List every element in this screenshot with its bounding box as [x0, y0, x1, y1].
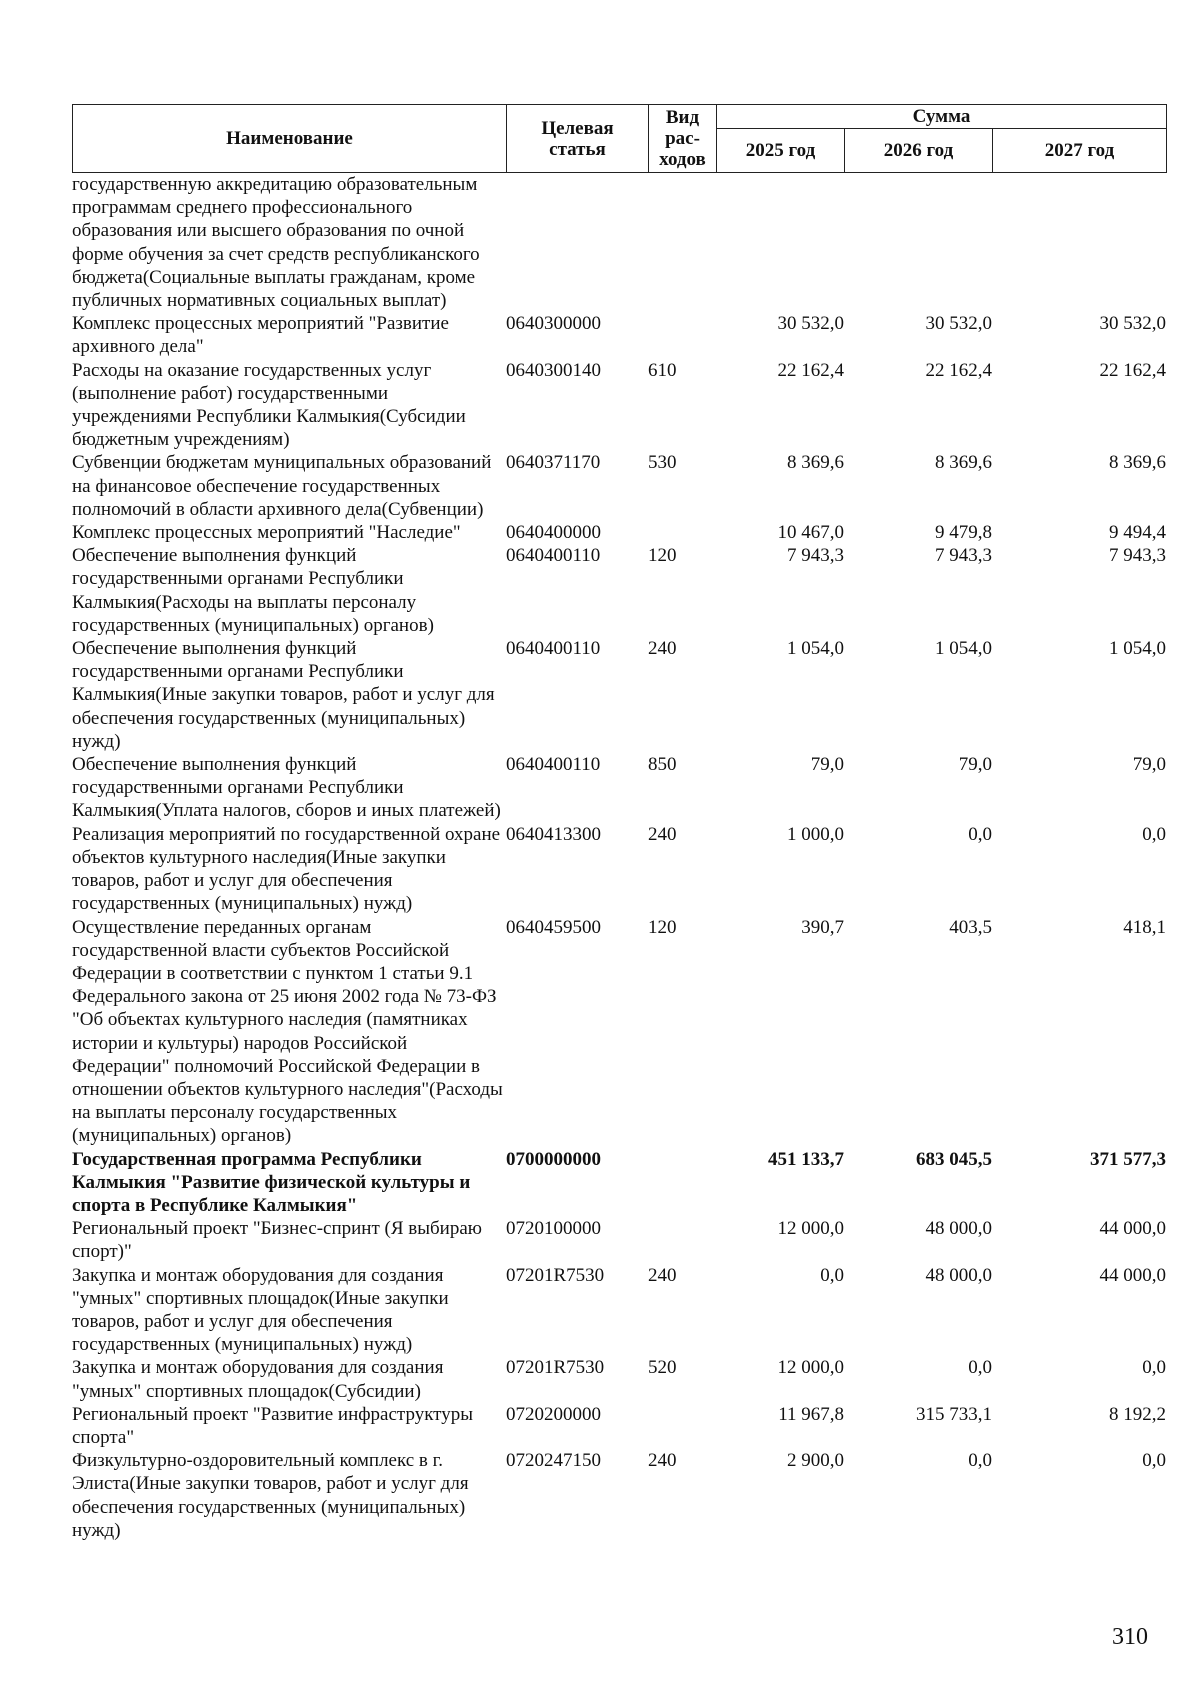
row-amount-2027: 79,0 — [1132, 754, 1166, 776]
row-amount-2026: 79,0 — [958, 754, 992, 776]
row-amount-2026: 0,0 — [968, 823, 992, 845]
header-year-2025: 2025 год — [717, 129, 845, 173]
table-row — [72, 1403, 1166, 1449]
header-name: Наименование — [73, 105, 507, 173]
row-target-article: 0640300000 — [506, 313, 601, 335]
row-amount-2025: 10 467,0 — [777, 522, 844, 544]
table-header — [72, 104, 1167, 173]
row-amount-2027: 30 532,0 — [1099, 313, 1166, 335]
table-row — [72, 823, 1166, 916]
row-amount-2027: 0,0 — [1142, 1450, 1166, 1472]
row-expense-type — [648, 1403, 716, 1449]
row-amount-2025: 12 000,0 — [777, 1357, 844, 1379]
row-expense-type: 240 — [648, 638, 677, 660]
row-amount-2026: 315 733,1 — [916, 1403, 992, 1425]
row-amount-2025: 79,0 — [810, 754, 844, 776]
row-expense-type: 610 — [648, 359, 677, 381]
row-name: Государственная программа Республики Калмыкия "Развитие физической культуры и спорта в Республике Калмыкия" — [72, 1148, 471, 1216]
row-target-article: 0700000000 — [506, 1148, 601, 1170]
row-name: государственную аккредитацию образовательным программам среднего профессионального образования или высшего образования по очной форме обучения за счет средств республиканского бюджета(Социальные выплаты гражданам, кроме публичных нормативных социальных выплат) — [72, 174, 480, 312]
row-amount-2026: 7 943,3 — [935, 545, 992, 567]
row-name: Обеспечение выполнения функций государственными органами Республики Калмыкия(Расходы на выплаты персоналу государственных (муниципальных) органов) — [72, 545, 434, 636]
row-amount-2027: 9 494,4 — [1109, 522, 1166, 544]
row-amount-2027: 7 943,3 — [1109, 545, 1166, 567]
row-amount-2025: 12 000,0 — [777, 1218, 844, 1240]
row-amount-2026: 48 000,0 — [925, 1264, 992, 1286]
row-amount-2025 — [716, 173, 844, 312]
table-row — [72, 1356, 1166, 1402]
row-expense-type: 530 — [648, 452, 677, 474]
row-amount-2025: 1 054,0 — [787, 638, 844, 660]
row-name: Региональный проект "Бизнес-спринт (Я выбираю спорт)" — [72, 1218, 482, 1263]
row-amount-2027: 371 577,3 — [1090, 1148, 1166, 1170]
row-amount-2026: 1 054,0 — [935, 638, 992, 660]
table-row — [72, 916, 1166, 1148]
header-sum: Сумма — [717, 105, 1167, 129]
row-amount-2025: 7 943,3 — [787, 545, 844, 567]
row-target-article: 0640400110 — [506, 754, 601, 776]
page-number: 310 — [1112, 1624, 1148, 1650]
header-expense-type-line2: рас- — [665, 128, 700, 149]
row-target-article: 0720100000 — [506, 1218, 601, 1240]
row-target-article: 07201R7530 — [506, 1264, 605, 1286]
table-row — [72, 451, 1166, 521]
row-amount-2027: 0,0 — [1142, 1357, 1166, 1379]
row-name: Закупка и монтаж оборудования для создания "умных" спортивных площадок(Субсидии) — [72, 1357, 444, 1402]
row-name: Обеспечение выполнения функций государственными органами Республики Калмыкия(Иные закупки товаров, работ и услуг для обеспечения государственных (муниципальных) нужд) — [72, 638, 495, 752]
row-expense-type — [648, 1217, 716, 1263]
row-target-article: 0720200000 — [506, 1403, 601, 1425]
row-name: Комплекс процессных мероприятий "Наследие" — [72, 522, 461, 544]
row-name: Реализация мероприятий по государственной охране объектов культурного наследия(Иные закупки товаров, работ и услуг для обеспечения государственных (муниципальных) нужд) — [72, 823, 501, 915]
budget-table — [72, 173, 1166, 1542]
row-amount-2026: 0,0 — [968, 1357, 992, 1379]
row-expense-type: 240 — [648, 1450, 677, 1472]
row-target-article: 0720247150 — [506, 1450, 601, 1472]
row-amount-2026: 8 369,6 — [935, 452, 992, 474]
row-amount-2027: 8 369,6 — [1109, 452, 1166, 474]
row-amount-2025: 0,0 — [820, 1264, 844, 1286]
row-name: Региональный проект "Развитие инфраструктуры спорта" — [72, 1403, 473, 1448]
table-row — [72, 753, 1166, 823]
header-year-2027: 2027 год — [993, 129, 1167, 173]
row-amount-2026: 22 162,4 — [925, 359, 992, 381]
row-expense-type — [648, 1148, 716, 1218]
table-row — [72, 173, 1166, 312]
row-name: Обеспечение выполнения функций государственными органами Республики Калмыкия(Уплата налогов, сборов и иных платежей) — [72, 754, 501, 822]
table-row — [72, 1449, 1166, 1542]
row-amount-2026: 403,5 — [949, 916, 992, 938]
row-expense-type: 520 — [648, 1357, 677, 1379]
row-target-article — [506, 173, 648, 312]
row-amount-2027: 418,1 — [1123, 916, 1166, 938]
row-amount-2026: 30 532,0 — [925, 313, 992, 335]
row-amount-2027 — [992, 173, 1166, 312]
row-name: Закупка и монтаж оборудования для создания "умных" спортивных площадок(Иные закупки товаров, работ и услуг для обеспечения государственных (муниципальных) нужд) — [72, 1264, 449, 1356]
header-target-article-line2: статья — [549, 138, 606, 160]
header-year-2026: 2026 год — [845, 129, 993, 173]
table-row — [72, 544, 1166, 637]
row-name: Физкультурно-оздоровительный комплекс в г. Элиста(Иные закупки товаров, работ и услуг для обеспечения государственных (муниципальных) нужд) — [72, 1450, 469, 1541]
header-expense-type — [649, 105, 717, 173]
row-target-article: 0640459500 — [506, 916, 601, 938]
table-row — [72, 637, 1166, 753]
row-name: Субвенции бюджетам муниципальных образований на финансовое обеспечение государственных полномочий в области архивного дела(Субвенции) — [72, 452, 492, 520]
row-expense-type: 240 — [648, 1264, 677, 1286]
header-target-article-line1: Целевая — [541, 117, 614, 139]
row-amount-2027: 0,0 — [1142, 823, 1166, 845]
row-amount-2025: 390,7 — [801, 916, 844, 938]
row-expense-type — [648, 312, 716, 358]
row-amount-2025: 11 967,8 — [778, 1403, 844, 1425]
row-expense-type — [648, 173, 716, 312]
header-target-article — [507, 105, 649, 173]
row-expense-type: 120 — [648, 545, 677, 567]
row-target-article: 0640371170 — [506, 452, 601, 474]
header-expense-type-line1: Вид — [665, 107, 700, 128]
row-amount-2027: 8 192,2 — [1109, 1403, 1166, 1425]
header-expense-type-line3: ходов — [659, 149, 706, 170]
row-amount-2027: 44 000,0 — [1099, 1264, 1166, 1286]
table-row — [72, 521, 1166, 544]
table-row — [72, 312, 1166, 358]
table-row — [72, 1148, 1166, 1218]
row-amount-2027: 1 054,0 — [1109, 638, 1166, 660]
row-name: Расходы на оказание государственных услуг (выполнение работ) государственными учреждениями Республики Калмыкия(Субсидии бюджетным учреждениям) — [72, 359, 466, 451]
row-amount-2025: 2 900,0 — [787, 1450, 844, 1472]
row-expense-type: 850 — [648, 754, 677, 776]
row-target-article: 0640400110 — [506, 545, 601, 567]
row-amount-2025: 30 532,0 — [777, 313, 844, 335]
row-expense-type — [648, 521, 716, 544]
table-row — [72, 1264, 1166, 1357]
row-name: Осуществление переданных органам государственной власти субъектов Российской Федерации в соответствии с пунктом 1 статьи 9.1 Федерального закона от 25 июня 2002 года № 73-ФЗ "Об объектах культурного наследия (памятниках истории и культуры) народов Российской Федерации" полномочий Российской Федерации в отношении объектов культурного наследия"(Расходы на выплаты персоналу государственных (муниципальных) органов) — [72, 916, 503, 1147]
row-target-article: 07201R7530 — [506, 1357, 605, 1379]
row-amount-2027: 44 000,0 — [1099, 1218, 1166, 1240]
row-amount-2026: 683 045,5 — [916, 1148, 992, 1170]
row-amount-2027: 22 162,4 — [1099, 359, 1166, 381]
budget-page — [72, 104, 1166, 1542]
row-name: Комплекс процессных мероприятий "Развитие архивного дела" — [72, 313, 449, 358]
table-row — [72, 1217, 1166, 1263]
row-amount-2026: 9 479,8 — [935, 522, 992, 544]
row-amount-2025: 22 162,4 — [777, 359, 844, 381]
row-amount-2026: 0,0 — [968, 1450, 992, 1472]
row-target-article: 0640300140 — [506, 359, 601, 381]
row-expense-type: 240 — [648, 823, 677, 845]
row-amount-2026 — [844, 173, 992, 312]
row-expense-type: 120 — [648, 916, 677, 938]
table-row — [72, 359, 1166, 452]
row-target-article: 0640400110 — [506, 638, 601, 660]
row-amount-2025: 451 133,7 — [768, 1148, 844, 1170]
row-amount-2025: 1 000,0 — [787, 823, 844, 845]
row-target-article: 0640413300 — [506, 823, 601, 845]
row-amount-2025: 8 369,6 — [787, 452, 844, 474]
row-target-article: 0640400000 — [506, 522, 601, 544]
row-amount-2026: 48 000,0 — [925, 1218, 992, 1240]
